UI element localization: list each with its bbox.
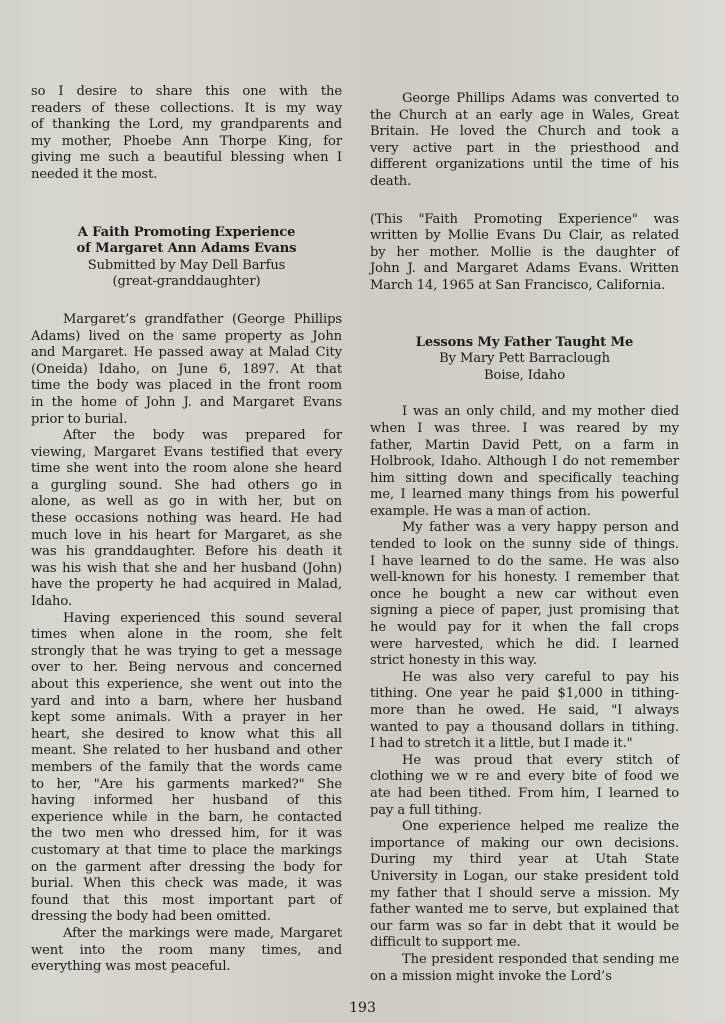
text-line: Britain. He loved the Church and took a (370, 124, 679, 140)
text-line: by her mother. Mollie is the daughter of (370, 244, 679, 260)
text-line: difficult to support me. (370, 935, 521, 951)
text-line: (This "Faith Promoting Experience" was (370, 211, 679, 227)
paragraph (370, 404, 679, 520)
text-line: John J. and Margaret Adams Evans. Written (370, 261, 679, 277)
text-line: George Phillips Adams was converted to (402, 91, 679, 106)
text-line: once he bought a new car without even (370, 586, 679, 602)
text-line: and Margaret. He passed away at Malad City (31, 345, 342, 361)
text-line: was his wish that she and her husband (John) (31, 560, 342, 576)
text-line: when I was three. I was reared by my (370, 420, 679, 436)
text-line: wanted to pay a thousand dollars in tithing. (370, 719, 679, 735)
paragraph (370, 952, 679, 985)
text-line: signing a piece of paper, just promising that (370, 603, 679, 619)
paragraph (370, 520, 679, 669)
text-line: ate had been tithed. From him, I learned to (370, 785, 679, 801)
text-line: kept some animals. With a prayer in her (31, 710, 342, 726)
text-line: on the garment after dressing the body for (31, 859, 342, 875)
intro-paragraph (31, 84, 342, 184)
story2-body (370, 404, 679, 985)
paragraph (31, 312, 342, 428)
text-line: father wanted me to serve, but explained that (370, 902, 679, 918)
text-line: dressing the body had been omitted. (31, 909, 271, 925)
text-line: me, I learned many things from his powerful (370, 487, 679, 503)
story-submitted-by: Submitted by May Dell Barfus (87, 257, 286, 273)
text-line: the Church at an early age in Wales, Great (370, 107, 679, 123)
author-note (370, 212, 679, 295)
text-line: my father that I should serve a mission. My (370, 885, 679, 901)
text-line: Having experienced this sound several (63, 610, 342, 626)
text-line: in the home of John J. and Margaret Evans (31, 394, 342, 410)
text-line: strict honesty in this way. (370, 653, 537, 669)
text-line: pay a full tithing. (370, 802, 482, 818)
right-column (370, 91, 679, 985)
text-line: tithing. One year he paid $1,000 in tithing- (370, 686, 679, 702)
text-line: much love in his heart for Margaret, as she (31, 527, 342, 543)
text-line: time the body was placed in the front room (31, 378, 342, 394)
text-line: have the property he had acquired in Malad, (31, 577, 342, 593)
text-line: readers of these collections. It is my way (31, 100, 342, 116)
text-line: He was proud that every stitch of (402, 752, 679, 768)
story-heading-2 (370, 335, 679, 385)
text-line: The president responded that sending me (402, 951, 679, 967)
text-line: heart, she desired to know what this all (31, 726, 342, 742)
text-line: experience while in the barn, he contacted (31, 809, 342, 825)
story-title-line1: A Faith Promoting Experience (77, 224, 296, 240)
text-line: him sitting down and specifically teaching (370, 470, 679, 486)
text-line: He was also very careful to pay his (402, 669, 679, 685)
text-line: went into the room many times, and (31, 942, 342, 958)
text-line: on a mission might invoke the Lord’s (370, 968, 612, 984)
text-line: well-known for his honesty. I remember that (370, 570, 679, 586)
text-line: After the markings were made, Margaret (63, 925, 342, 941)
text-line: During my third year at Utah State (370, 852, 679, 868)
continuation-paragraph (370, 91, 679, 191)
paragraph (370, 819, 679, 952)
text-line: giving me such a beautiful blessing when I (31, 150, 342, 166)
text-line: One experience helped me realize the (402, 819, 679, 835)
paragraph (31, 611, 342, 926)
text-line: my mother, Phoebe Ann Thorpe King, for (31, 133, 342, 149)
text-line: needed it the most. (31, 166, 158, 182)
text-line: prior to burial. (31, 411, 128, 427)
page-number: 193 (349, 1000, 376, 1016)
story-title-line2: of Margaret Ann Adams Evans (76, 241, 297, 257)
story-body (31, 312, 342, 976)
text-line: so I desire to share this one with the (31, 84, 342, 99)
text-line: clothing we w re and every bite of food we (370, 769, 679, 785)
text-line: My father was a very happy person and (402, 520, 679, 536)
text-line: were harvested, which he did. I learned (370, 636, 679, 652)
paragraph (370, 670, 679, 753)
text-line: I have learned to do the same. He was also (370, 553, 679, 569)
text-line: alone, as well as go in with her, but on (31, 494, 342, 510)
text-line: these occasions nothing was heard. He had (31, 511, 342, 527)
text-line: meant. She related to her husband and other (31, 743, 342, 759)
story2-title: Lessons My Father Taught Me (415, 334, 634, 350)
text-line: different organizations until the time of his (370, 157, 679, 173)
text-line: a gurgling sound. She had others go in (31, 477, 342, 493)
story-heading (31, 225, 342, 291)
story-relation: (great-granddaughter) (112, 274, 261, 290)
text-line: was his granddaughter. Before his death it (31, 544, 342, 560)
text-line: customary at that time to place the markings (31, 842, 342, 858)
story2-location: Boise, Idaho (484, 367, 565, 383)
text-line: times when alone in the room, she felt (31, 627, 342, 643)
text-line: University in Logan, our stake president told (370, 868, 679, 884)
paragraph (370, 753, 679, 819)
text-line: father, Martin David Pett, on a farm in (370, 437, 679, 453)
text-line: Holbrook, Idaho. Although I do not remember (370, 454, 679, 470)
text-line: Idaho. (31, 594, 73, 610)
left-column (31, 84, 342, 976)
text-line: about this experience, she went out into the (31, 677, 342, 692)
text-line: tended to look on the sunny side of things. (370, 537, 679, 553)
text-line: he would pay for it when the fall crops (370, 620, 679, 636)
text-line: (Oneida) Idaho, on June 6, 1897. At that (31, 361, 342, 377)
story2-author: By Mary Pett Barraclough (439, 351, 610, 367)
text-line: Margaret’s grandfather (George Phillips (63, 311, 342, 327)
text-line: importance of making our own decisions. (370, 835, 679, 851)
text-line: After the body was prepared for (63, 428, 342, 444)
text-line: over to her. Being nervous and concerned (31, 660, 342, 676)
text-line: strongly that he was trying to get a message (31, 643, 342, 659)
text-line: example. He was a man of action. (370, 503, 591, 519)
text-line: our farm was so far in debt that it would be (370, 918, 679, 934)
text-line: the two men who dressed him, for it was (31, 826, 342, 842)
text-line: burial. When this check was made, it was (31, 876, 342, 892)
text-line: very active part in the priesthood and (370, 140, 679, 156)
text-line: yard and into a barn, where her husband (31, 693, 342, 709)
text-line: everything was most peaceful. (31, 959, 231, 975)
text-line: viewing, Margaret Evans testified that every (31, 444, 342, 460)
text-line: I was an only child, and my mother died (402, 404, 679, 420)
text-line: to her, "Are his garments marked?" She (31, 776, 342, 792)
text-line: time she went into the room alone she heard (31, 461, 342, 477)
text-line: written by Mollie Evans Du Clair, as related (370, 228, 679, 244)
text-line: members of the family that the words came (31, 759, 342, 775)
text-line: of thanking the Lord, my grandparents and (31, 117, 342, 133)
text-line: more than he owed. He said, "I always (370, 703, 679, 718)
text-line: March 14, 1965 at San Francisco, California. (370, 277, 666, 293)
text-line: Adams) lived on the same property as John (31, 328, 342, 344)
text-line: I had to stretch it a little, but I made it." (370, 736, 633, 752)
text-line: death. (370, 173, 412, 189)
text-line: having informed her husband of this (31, 793, 342, 809)
paragraph (31, 926, 342, 976)
paragraph (31, 428, 342, 611)
text-line: found that this most important part of (31, 892, 342, 908)
